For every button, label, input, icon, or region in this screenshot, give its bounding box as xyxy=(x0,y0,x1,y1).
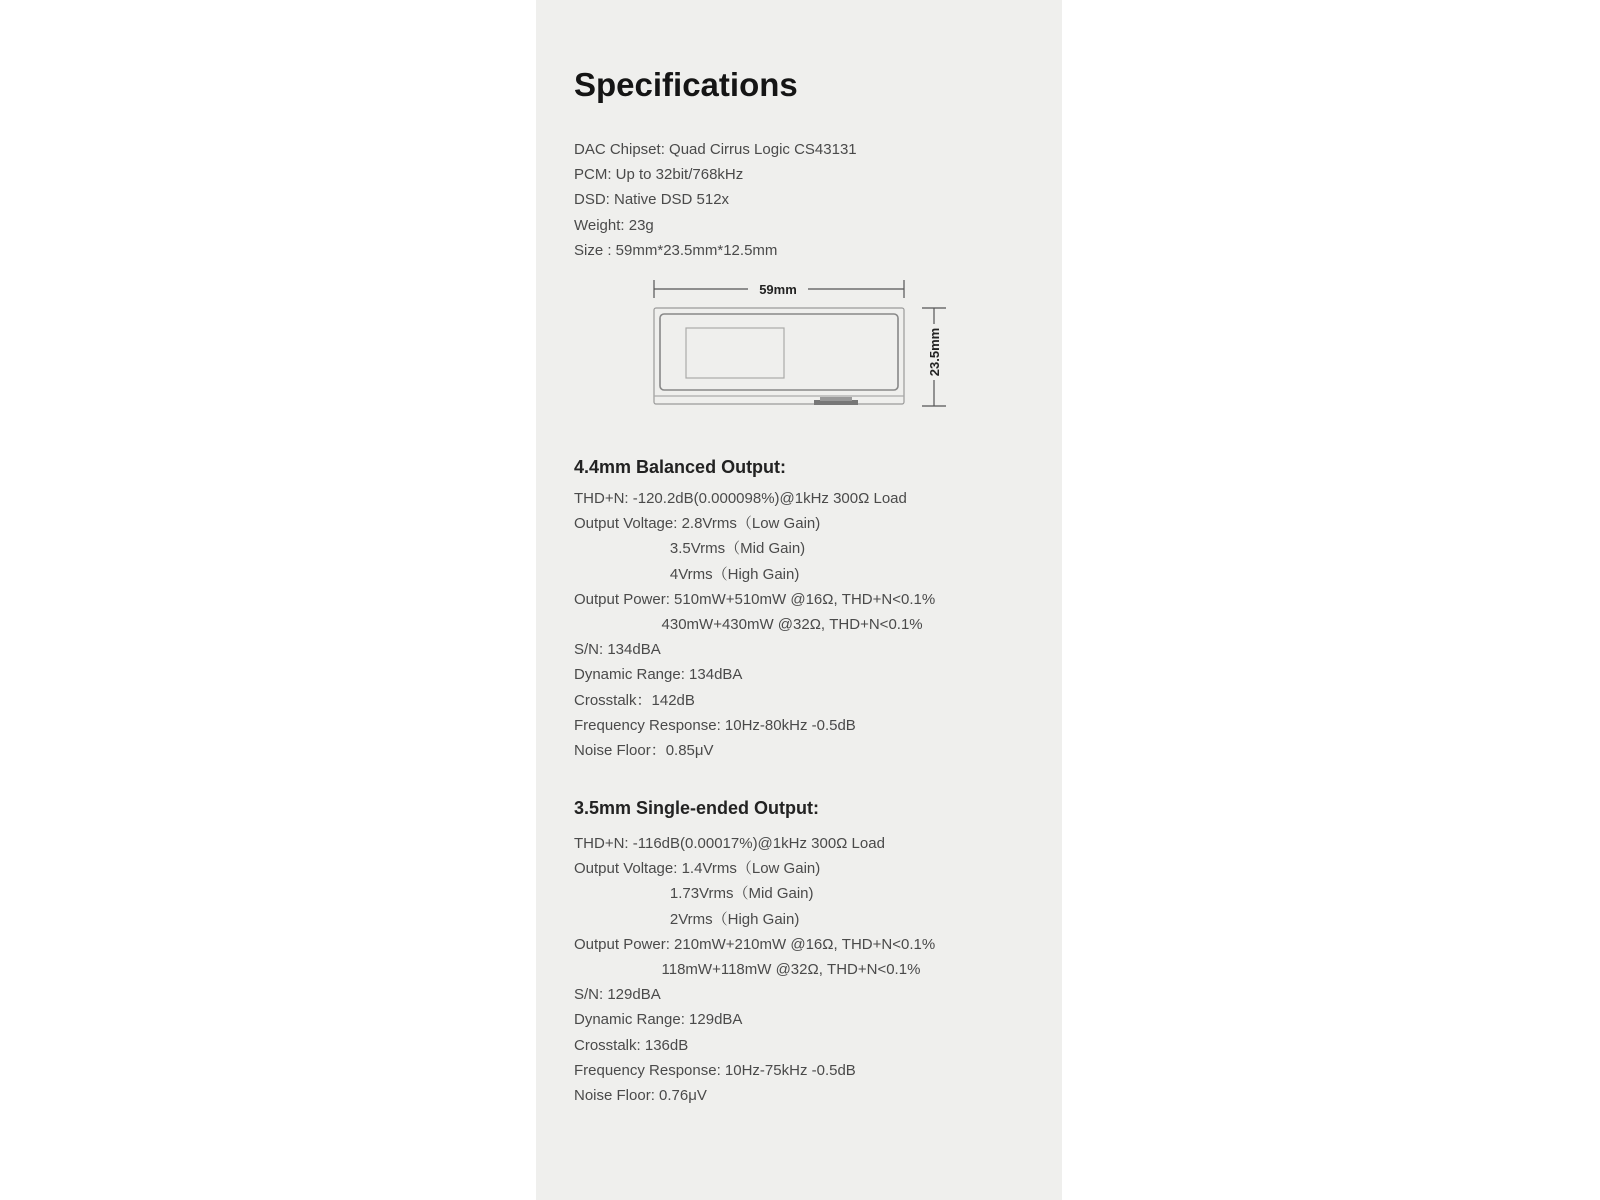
spec-line: 2Vrms（High Gain) xyxy=(574,910,800,928)
spec-line: Output Voltage: 1.4Vrms（Low Gain) xyxy=(574,860,821,878)
single-ended-output-spec-list xyxy=(574,831,935,1108)
spec-line: Noise Floor：0.85μV xyxy=(574,741,714,759)
device-outline xyxy=(654,308,904,404)
spec-line: Frequency Response: 10Hz-75kHz -0.5dB xyxy=(574,1061,856,1079)
spec-line: DSD: Native DSD 512x xyxy=(574,191,730,209)
spec-line: Crosstalk：142dB xyxy=(574,691,695,709)
spec-line: PCM: Up to 32bit/768kHz xyxy=(574,166,744,184)
single-ended-output-heading: 3.5mm Single-ended Output: xyxy=(574,798,820,818)
spec-line: DAC Chipset: Quad Cirrus Logic CS43131 xyxy=(574,141,857,158)
spec-line: 3.5Vrms（Mid Gain) xyxy=(574,540,806,558)
spec-line: 1.73Vrms（Mid Gain) xyxy=(574,885,814,903)
spec-line: Dynamic Range: 134dBA xyxy=(574,666,743,684)
device-dimension-diagram xyxy=(536,270,1062,420)
page-title: Specifications xyxy=(574,66,798,103)
basic-spec-list xyxy=(574,137,857,263)
balanced-output-heading: 4.4mm Balanced Output: xyxy=(574,457,787,477)
spec-line: Dynamic Range: 129dBA xyxy=(574,1011,743,1029)
spec-line: Frequency Response: 10Hz-80kHz -0.5dB xyxy=(574,716,856,734)
spec-line: 4Vrms（High Gain) xyxy=(574,565,800,583)
width-label: 59mm xyxy=(759,282,797,297)
spec-line: Output Power: 510mW+510mW @16Ω, THD+N<0.1% xyxy=(574,590,936,608)
spec-line: THD+N: -120.2dB(0.000098%)@1kHz 300Ω Load xyxy=(574,490,907,507)
spec-line: S/N: 134dBA xyxy=(574,641,661,659)
usb-port-icon xyxy=(814,397,858,405)
spec-line: S/N: 129dBA xyxy=(574,986,661,1004)
spec-line: 430mW+430mW @32Ω, THD+N<0.1% xyxy=(574,615,923,633)
spec-line: THD+N: -116dB(0.00017%)@1kHz 300Ω Load xyxy=(574,835,885,852)
spec-line: Noise Floor: 0.76μV xyxy=(574,1086,707,1104)
spec-line: Output Power: 210mW+210mW @16Ω, THD+N<0.1% xyxy=(574,935,936,953)
balanced-output-spec-list xyxy=(574,486,935,763)
spec-line: Crosstalk: 136dB xyxy=(574,1036,689,1054)
spec-line: 118mW+118mW @32Ω, THD+N<0.1% xyxy=(574,960,921,978)
height-label: 23.5mm xyxy=(927,327,942,377)
spec-panel xyxy=(536,0,1062,1200)
spec-line: Size : 59mm*23.5mm*12.5mm xyxy=(574,241,778,259)
spec-line: Weight: 23g xyxy=(574,216,654,234)
spec-line: Output Voltage: 2.8Vrms（Low Gain) xyxy=(574,515,821,533)
